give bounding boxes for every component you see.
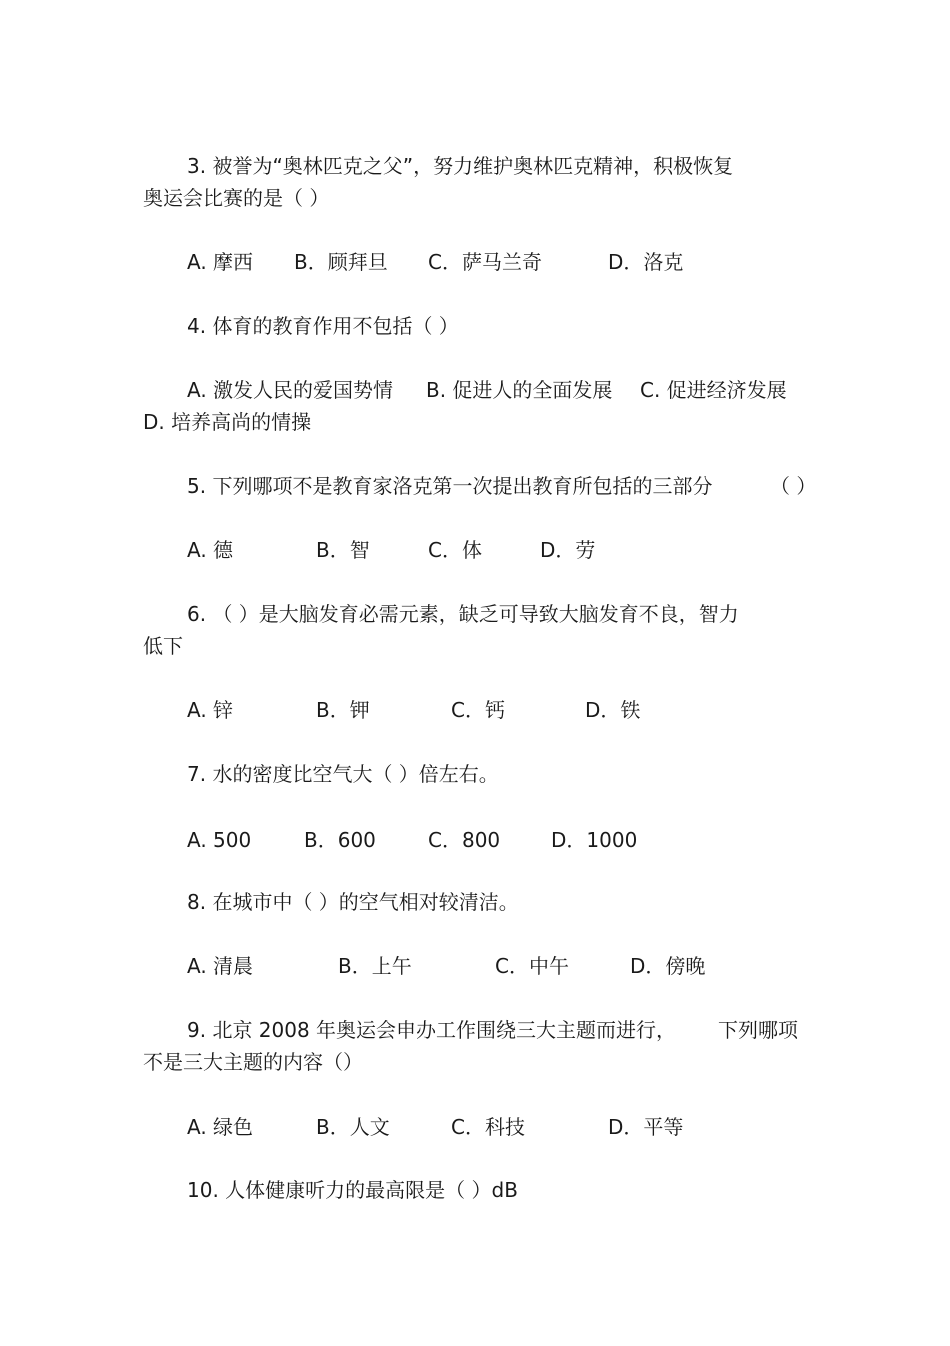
- question-5-option-b: B．智: [316, 538, 370, 562]
- question-3-text-line-1: 3. 被誉为“奥林匹克之父”，努力维护奥林匹克精神，积极恢复: [187, 154, 734, 178]
- question-9-text-line-2: 不是三大主题的内容（）: [143, 1050, 363, 1074]
- question-6-option-a: A. 锌: [187, 698, 234, 722]
- question-10-text-line-1: 10. 人体健康听力的最高限是（ ）dB: [187, 1178, 518, 1202]
- question-3-option-d: D．洛克: [608, 250, 684, 274]
- question-6-text-line-1: 6. （ ）是大脑发育必需元素，缺乏可导致大脑发育不良，智力: [187, 602, 739, 626]
- question-9-text-line-1: 9. 北京 2008 年奥运会申办工作围绕三大主题而进行，: [187, 1018, 677, 1042]
- question-8-option-c: C．中午: [495, 954, 569, 978]
- question-7-text-line-1: 7. 水的密度比空气大（ ）倍左右。: [187, 762, 499, 786]
- question-9-option-d: D．平等: [608, 1115, 684, 1139]
- question-6-option-b: B．钾: [316, 698, 370, 722]
- question-4-option-d: D. 培养高尚的情操: [143, 410, 312, 434]
- question-4-option-b: B. 促进人的全面发展: [426, 378, 613, 402]
- question-4-text-line-1: 4. 体育的教育作用不包括（ ）: [187, 314, 459, 338]
- question-9-option-b: B．人文: [316, 1115, 390, 1139]
- question-8-text-line-1: 8. 在城市中（ ）的空气相对较清洁。: [187, 890, 519, 914]
- question-3-text-line-2: 奥运会比赛的是（ ）: [143, 186, 330, 210]
- question-9-text-line-1-end: 下列哪项: [718, 1018, 798, 1042]
- question-8-option-b: B．上午: [338, 954, 412, 978]
- question-5-option-a: A. 德: [187, 538, 234, 562]
- question-3-option-b: B．顾拜旦: [294, 250, 388, 274]
- question-5-option-c: C．体: [428, 538, 482, 562]
- question-7-option-b: B．600: [304, 828, 376, 852]
- question-7-option-a: A. 500: [187, 828, 252, 852]
- question-9-option-c: C．科技: [451, 1115, 525, 1139]
- question-5-text-line-1: 5. 下列哪项不是教育家洛克第一次提出教育所包括的三部分: [187, 474, 713, 498]
- question-6-text-line-2: 低下: [143, 634, 183, 658]
- question-3-option-c: C．萨马兰奇: [428, 250, 542, 274]
- question-7-option-c: C．800: [428, 828, 501, 852]
- question-6-option-c: C．钙: [451, 698, 505, 722]
- question-8-option-d: D．傍晚: [630, 954, 706, 978]
- question-3-option-a: A. 摩西: [187, 250, 254, 274]
- question-4-option-c: C. 促进经济发展: [640, 378, 787, 402]
- question-8-option-a: A. 清晨: [187, 954, 254, 978]
- question-4-option-a: A. 激发人民的爱国势情: [187, 378, 394, 402]
- question-6-option-d: D．铁: [585, 698, 641, 722]
- question-7-option-d: D．1000: [551, 828, 638, 852]
- question-5-text-bracket: （ ）: [770, 474, 817, 498]
- question-9-option-a: A. 绿色: [187, 1115, 254, 1139]
- question-5-option-d: D．劳: [540, 538, 596, 562]
